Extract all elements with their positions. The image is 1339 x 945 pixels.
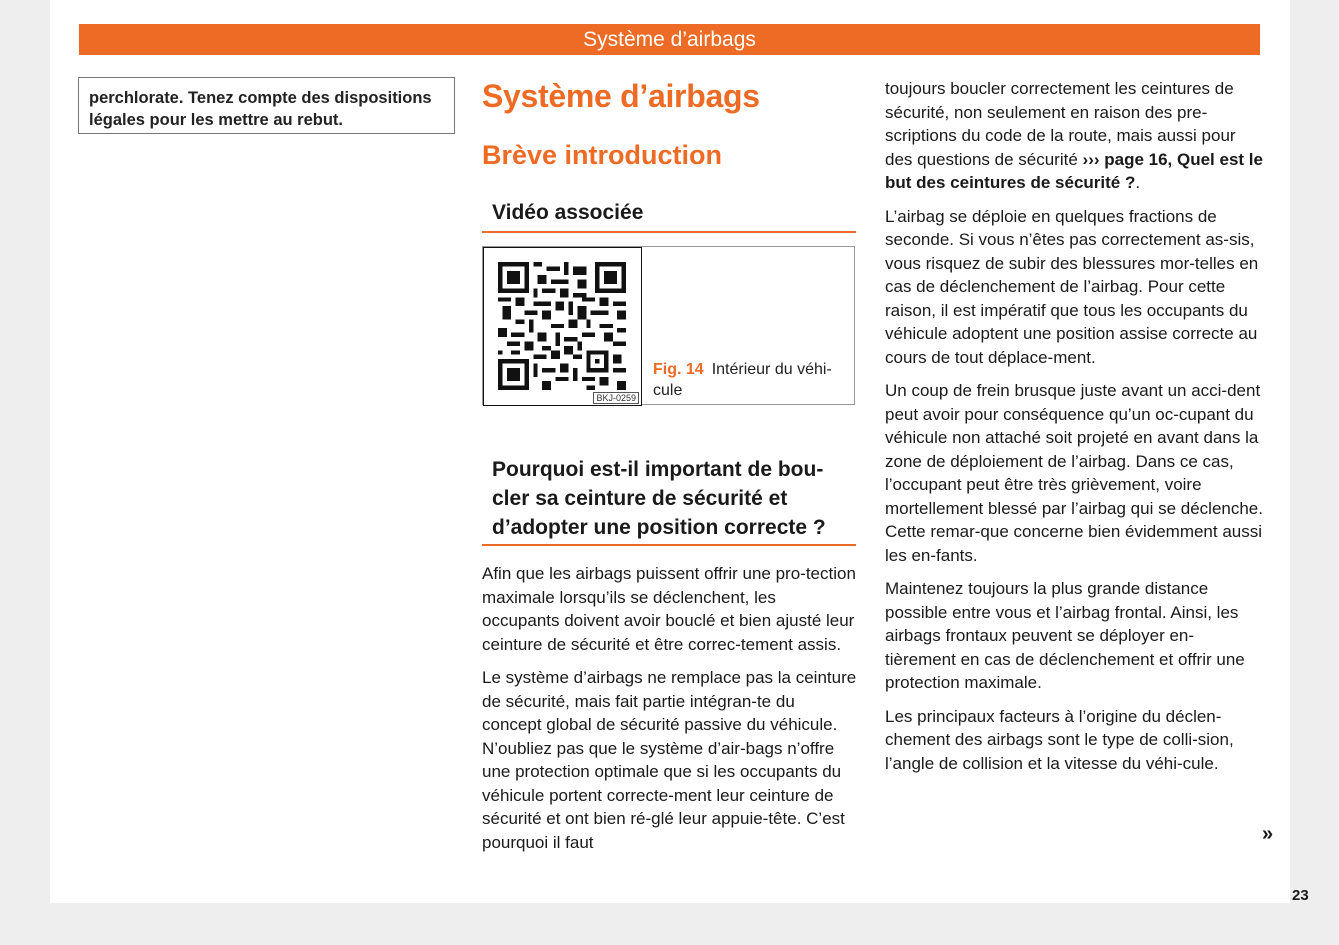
seatbelt-page-link[interactable]: ››› page 16, Quel est le but des ceintures de sécurité ? xyxy=(885,149,1263,192)
figure-caption xyxy=(653,359,848,401)
qr-frame[interactable] xyxy=(483,247,642,406)
figure-box xyxy=(482,246,855,405)
paragraph: Maintenez toujours la plus grande distance possible entre vous et l’airbag frontal. Ainsi, les airbags frontaux peuvent se déployer en-tièrement en cas de déclenchement et offrir une protection maximale. xyxy=(885,579,1245,692)
paragraph: L’airbag se déploie en quelques fractions de seconde. Si vous n’êtes pas correctement as-sis, vous risquez de subir des blessures mor-telles en cas de déclenchement de l’airbag. Pour cette raison, il est impératif que tous les occupants du véhicule adoptent une position assise correcte au cours de tout déplace-ment. xyxy=(885,206,1259,367)
video-heading: Vidéo associée xyxy=(482,198,856,233)
continue-arrow-icon: » xyxy=(1262,823,1274,845)
paragraph: Le système d’airbags ne remplace pas la ceinture de sécurité, mais fait partie intégran-te du concept global de sécurité passive du véhicule. N’oubliez pas que le système d’air-bags n’offre une protection optimale que si les occupants du véhicule portent correcte-ment leur ceinture de sécurité et ont bien ré-glé leur appuie-tête. C’est pourquoi il faut xyxy=(482,668,857,852)
paragraph xyxy=(885,77,1263,195)
figure-code: BKJ-0259 xyxy=(593,392,639,404)
figure-caption-text: Intérieur du véhi-cule xyxy=(653,361,832,399)
paragraph-end: . xyxy=(1135,173,1141,192)
paragraph: Un coup de frein brusque juste avant un acci-dent peut avoir pour conséquence qu’un oc-cupant du véhicule non attaché soit projeté en avant dans la zone de déploiement de l’airbag. Dans ce cas, l’occupant peut être très grièvement, voire mortellement blessé par l’airbag qui se déclenche. Cette remar-que concerne bien évidemment aussi les en-fants. xyxy=(885,381,1263,565)
qr-code-icon[interactable] xyxy=(498,262,626,390)
section-title: Système d’airbags xyxy=(482,78,760,114)
page-header-title: Système d’airbags xyxy=(79,24,1260,55)
paragraph: Afin que les airbags puissent offrir une pro-tection maximale lorsqu’ils se déclenchent, les occupants doivent avoir bouclé et bien ajusté leur ceinture de sécurité et être correc-tement assis. xyxy=(482,564,856,654)
section-subtitle: Brève introduction xyxy=(482,140,723,170)
figure-label: Fig. 14 xyxy=(653,361,704,378)
column3-body xyxy=(885,77,1263,785)
paragraph-text: toujours boucler correctement les ceintures de sécurité, non seulement en raison des pre-scriptions du code de la route, mais aussi pour des questions de sécurité xyxy=(885,79,1236,169)
question-heading: Pourquoi est-il important de bou-cler sa ceinture de sécurité et d’adopter une position correcte ? xyxy=(482,452,856,546)
page-number: 23 xyxy=(1292,887,1309,904)
paragraph: Les principaux facteurs à l’origine du déclen-chement des airbags sont le type de colli-sion, l’angle de collision et la vitesse du véhi-cule. xyxy=(885,706,1234,773)
column2-body xyxy=(482,562,858,864)
disposal-note-box: perchlorate. Tenez compte des dispositions légales pour les mettre au rebut. xyxy=(78,77,455,134)
